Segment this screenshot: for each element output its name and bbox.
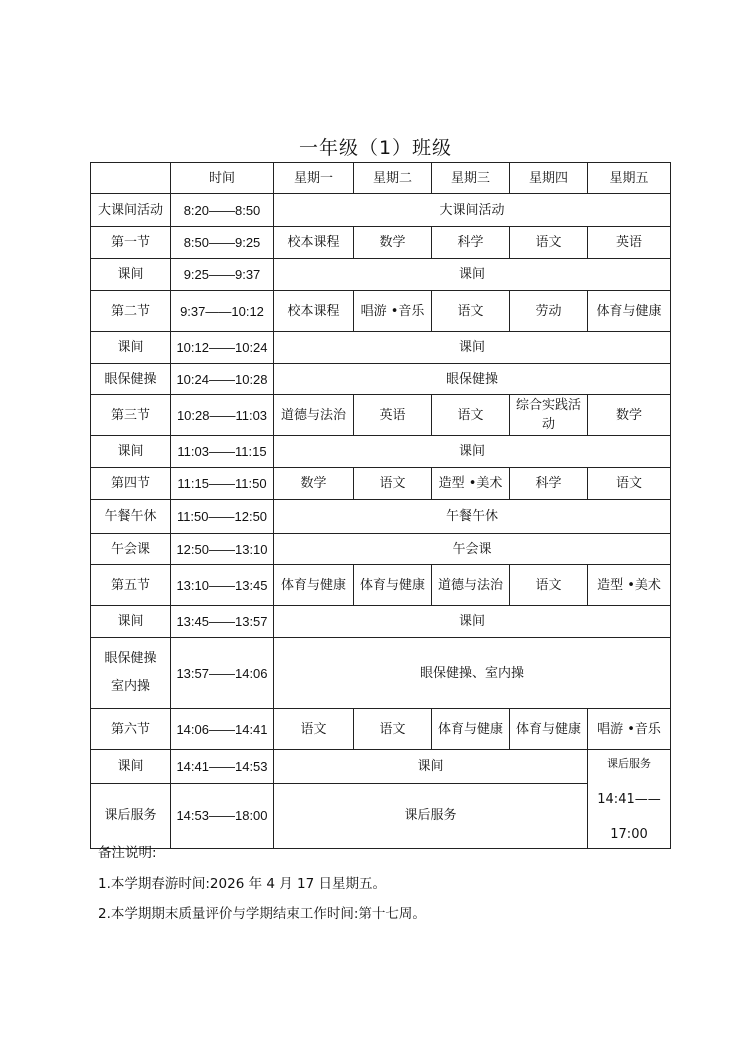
friday-after-time-end: 17:00 [610,827,648,842]
class-cell-fri: 英语 [588,227,671,259]
table-row [91,534,671,565]
row-label: 第四节 [91,468,171,500]
merged-activity: 课间 [274,606,671,638]
row-label-line2: 室内操 [110,679,150,694]
row-label: 第三节 [91,395,171,436]
page-title: 一年级（1）班级 [298,137,453,159]
row-label: 第五节 [91,565,171,606]
class-cell-mon: 道德与法治 [274,395,354,436]
class-cell-tue: 英语 [354,395,432,436]
class-cell-tue: 语文 [354,709,432,750]
row-label: 第一节 [91,227,171,259]
time-cell: 13:57——14:06 [171,638,274,709]
class-cell-thu: 综合实践活动 [510,395,588,436]
row-label [91,638,171,709]
row-label: 午餐午休 [91,500,171,534]
merged-activity: 课间 [274,750,588,784]
class-cell-thu: 语文 [510,227,588,259]
header-wednesday: 星期三 [432,163,510,194]
header-time: 时间 [171,163,274,194]
class-cell-tue: 唱游 •音乐 [354,291,432,332]
time-cell: 11:03——11:15 [171,436,274,468]
class-cell-thu: 科学 [510,468,588,500]
header-row [91,163,671,194]
time-cell: 10:12——10:24 [171,332,274,364]
class-cell-tue: 体育与健康 [354,565,432,606]
time-cell: 9:25——9:37 [171,259,274,291]
class-cell-tue: 语文 [354,468,432,500]
row-label: 第二节 [91,291,171,332]
class-cell-fri: 数学 [588,395,671,436]
class-cell-wed: 造型 •美术 [432,468,510,500]
time-cell: 8:50——9:25 [171,227,274,259]
row-label: 课间 [91,332,171,364]
table-row [91,468,671,500]
row-label: 午会课 [91,534,171,565]
class-cell-wed: 体育与健康 [432,709,510,750]
class-cell-thu: 体育与健康 [510,709,588,750]
row-label: 课后服务 [91,783,171,848]
table-row [91,227,671,259]
time-cell: 13:45——13:57 [171,606,274,638]
class-cell-mon: 校本课程 [274,291,354,332]
class-cell-fri: 唱游 •音乐 [588,709,671,750]
table-row [91,500,671,534]
class-cell-mon: 数学 [274,468,354,500]
class-cell-fri: 造型 •美术 [588,565,671,606]
friday-after-time-start: 14:41—— [597,791,661,807]
table-row [91,750,671,784]
class-cell-wed: 语文 [432,291,510,332]
time-cell: 13:10——13:45 [171,565,274,606]
class-cell-tue: 数学 [354,227,432,259]
merged-activity: 课间 [274,436,671,468]
time-cell: 11:15——11:50 [171,468,274,500]
header-tuesday: 星期二 [354,163,432,194]
row-label: 大课间活动 [91,194,171,227]
notes-heading: 备注说明: [98,845,157,861]
header-thursday: 星期四 [510,163,588,194]
row-label: 课间 [91,436,171,468]
merged-activity: 课间 [274,259,671,291]
merged-activity: 课后服务 [274,783,588,848]
class-cell-mon: 校本课程 [274,227,354,259]
time-cell: 14:06——14:41 [171,709,274,750]
time-cell: 10:24——10:28 [171,364,274,395]
table-row [91,395,671,436]
merged-activity: 大课间活动 [274,194,671,227]
table-row [91,606,671,638]
class-cell-wed: 道德与法治 [432,565,510,606]
class-cell-wed: 科学 [432,227,510,259]
table-row [91,194,671,227]
class-cell-thu: 语文 [510,565,588,606]
class-cell-fri: 体育与健康 [588,291,671,332]
class-cell-mon: 语文 [274,709,354,750]
merged-activity: 午餐午休 [274,500,671,534]
table-row [91,638,671,709]
friday-after-school-cell [588,750,671,849]
row-label: 眼保健操 [91,364,171,395]
table-row [91,332,671,364]
row-label: 第六节 [91,709,171,750]
time-cell: 14:53——18:00 [171,783,274,848]
table-row [91,436,671,468]
table-row [91,291,671,332]
table-row [91,565,671,606]
table-row [91,364,671,395]
header-corner [91,163,171,194]
merged-activity: 眼保健操、室内操 [274,638,671,709]
row-label: 课间 [91,750,171,784]
time-cell: 12:50——13:10 [171,534,274,565]
friday-after-label: 课后服务 [607,757,651,770]
header-friday: 星期五 [588,163,671,194]
time-cell: 10:28——11:03 [171,395,274,436]
row-label: 课间 [91,259,171,291]
merged-activity: 课间 [274,332,671,364]
table-row [91,783,671,848]
table-row [91,709,671,750]
table-row [91,259,671,291]
header-monday: 星期一 [274,163,354,194]
merged-activity: 眼保健操 [274,364,671,395]
schedule-table [90,162,671,849]
class-cell-thu: 劳动 [510,291,588,332]
merged-activity: 午会课 [274,534,671,565]
notes-item-2: 2.本学期期末质量评价与学期结束工作时间:第十七周。 [98,906,426,922]
class-cell-mon: 体育与健康 [274,565,354,606]
time-cell: 9:37——10:12 [171,291,274,332]
row-label-line1: 眼保健操 [104,651,157,666]
row-label: 课间 [91,606,171,638]
class-cell-fri: 语文 [588,468,671,500]
class-cell-wed: 语文 [432,395,510,436]
time-cell: 8:20——8:50 [171,194,274,227]
time-cell: 11:50——12:50 [171,500,274,534]
notes-item-1: 1.本学期春游时间:2026 年 4 月 17 日星期五。 [98,876,387,892]
time-cell: 14:41——14:53 [171,750,274,784]
